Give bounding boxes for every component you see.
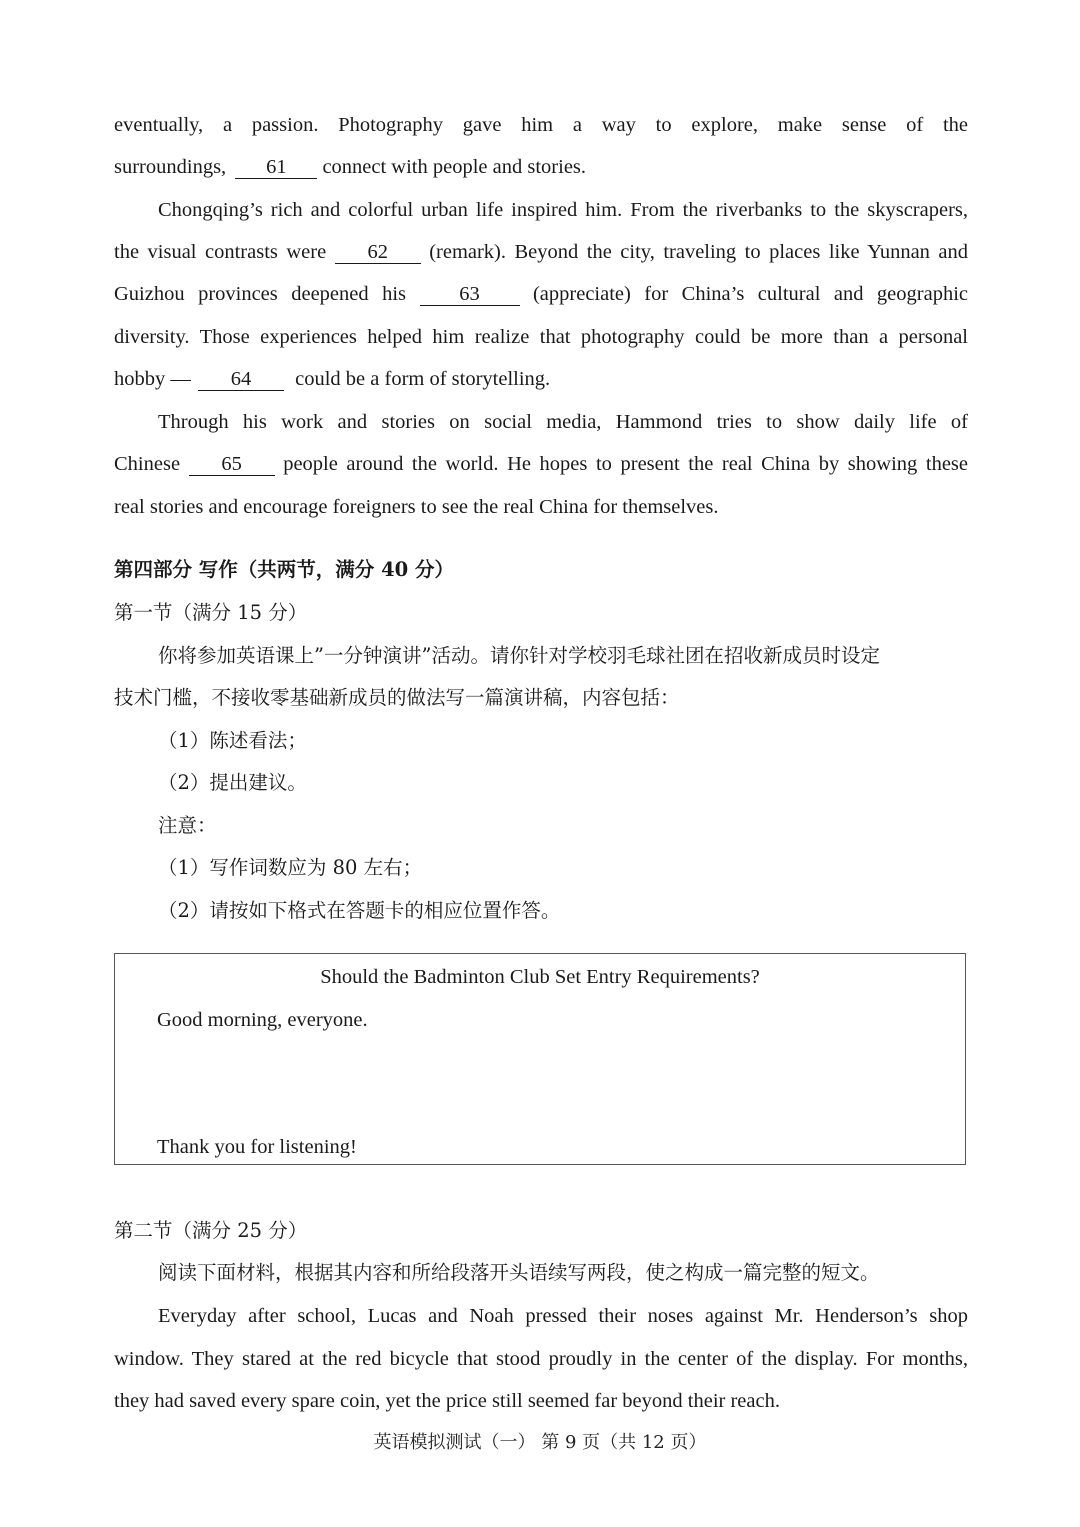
section1-heading: 第一节（满分 15 分）: [114, 601, 308, 624]
passage-line: [114, 280, 968, 308]
speech-closing: Thank you for listening!: [157, 1136, 357, 1158]
passage-line: [114, 450, 968, 478]
notes-label: 注意：: [158, 814, 217, 837]
answer-format-box: [114, 953, 966, 1165]
passage-line: [114, 238, 968, 266]
passage-line: Through his work and stories on social media, Hammond tries to show daily life of: [158, 411, 968, 433]
passage-line: Chongqing’s rich and colorful urban life inspired him. From the riverbanks to the skyscrapers,: [158, 199, 968, 221]
page-footer: 英语模拟测试（一） 第 9 页（共 12 页）: [373, 1432, 707, 1453]
note-item: （2）请按如下格式在答题卡的相应位置作答。: [158, 899, 561, 922]
note-item: （1）写作词数应为 80 左右；: [158, 856, 423, 879]
story-line: window. They stared at the red bicycle that stood proudly in the center of the display. For months,: [114, 1348, 968, 1370]
passage-text: could be a form of storytelling.: [295, 368, 551, 390]
passage-text: hobby —: [114, 368, 191, 390]
blank-61[interactable]: 61: [235, 156, 317, 179]
section2-instruction: 阅读下面材料，根据其内容和所给段落开头语续写两段，使之构成一篇完整的短文。: [158, 1261, 880, 1284]
passage-text: Guizhou provinces deepened his: [114, 283, 407, 305]
passage-line: real stories and encourage foreigners to see the real China for themselves.: [114, 496, 719, 518]
passage-text: people around the world. He hopes to present the real China by showing these: [283, 453, 968, 475]
blank-64[interactable]: 64: [198, 368, 284, 391]
blank-65[interactable]: 65: [189, 453, 275, 476]
passage-text: Chinese: [114, 453, 181, 475]
passage-line: [114, 153, 968, 181]
passage-text: surroundings,: [114, 156, 227, 178]
passage-line: [114, 365, 968, 393]
blank-63[interactable]: 63: [420, 283, 520, 306]
speech-title: Should the Badminton Club Set Entry Requirements?: [320, 966, 760, 988]
speech-greeting: Good morning, everyone.: [157, 1009, 368, 1031]
passage-text: (appreciate) for China’s cultural and geographic: [532, 283, 968, 305]
section1-instruction: 技术门槛，不接收零基础新成员的做法写一篇演讲稿，内容包括：: [114, 686, 680, 709]
content-point: （1）陈述看法；: [158, 729, 307, 752]
story-line: Everyday after school, Lucas and Noah pressed their noses against Mr. Henderson’s shop: [158, 1305, 968, 1327]
part4-heading: 第四部分 写作（共两节，满分 40 分）: [114, 558, 455, 581]
passage-text: connect with people and stories.: [322, 156, 587, 178]
passage-line: diversity. Those experiences helped him realize that photography could be more than a personal: [114, 326, 968, 348]
passage-text: the visual contrasts were: [114, 241, 327, 263]
section1-instruction: 你将参加英语课上”一分钟演讲”活动。请你针对学校羽毛球社团在招收新成员时设定: [158, 644, 880, 667]
section2-heading: 第二节（满分 25 分）: [114, 1219, 308, 1242]
content-point: （2）提出建议。: [158, 771, 307, 794]
passage-line: eventually, a passion. Photography gave him a way to explore, make sense of the: [114, 114, 968, 136]
passage-text: (remark). Beyond the city, traveling to places like Yunnan and: [429, 241, 969, 263]
blank-62[interactable]: 62: [335, 241, 421, 264]
story-line: they had saved every spare coin, yet the price still seemed far beyond their reach.: [114, 1390, 780, 1412]
